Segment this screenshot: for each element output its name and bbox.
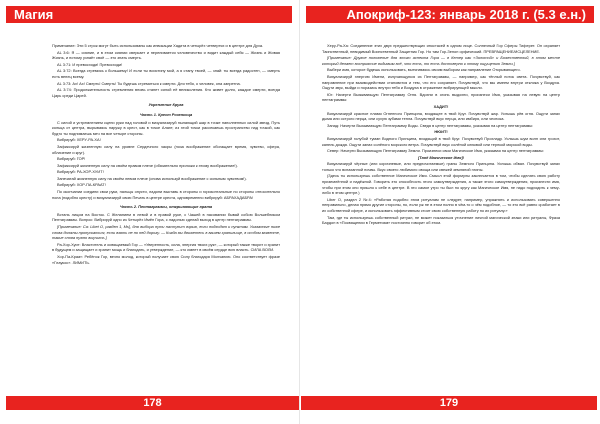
left-paragraph: По окончании соедини свои руки, пальцы опусти, ладони выставь в стороны и горизонтальные по стороны относительно пола (подобно кресту) и визуализируй свою Печать в центре креста, одновременно вибрируй: АБРАХАДАБРА! — [52, 189, 280, 200]
left-paragraph: Примечание: Эти 5 строк могут быть использованы как инвокации Хадита в четырёх четвертях и в центре для Духа. — [52, 43, 264, 48]
left-paragraph: Вибрируй: ГОР! — [57, 156, 86, 162]
left-paragraph: AL 3:71: И превосходи! Превосходи! — [57, 61, 123, 67]
right-paragraph: Визуализируй голубой туман Водного Принципа, входящий в твой Круг. Почувствуй Прохладу. Услышь шум волн или грохот, капель дождя. Ощути запах солёного морского ветра. Почувствуй вкус солёной клюквой или терпкой морской воды. — [322, 135, 560, 147]
left-paragraph: Вибрируй: ХЕРУ-РА-ХА! — [57, 137, 101, 143]
left-paragraph: AL 3:6: Я — сияние, и в этом сиянии сверкает и переливается человечество и видит каждый себя — Жизнь и Живая Жизнь, и потому узнаёт своё — это знать смерть. — [52, 49, 280, 61]
left-page-body — [52, 43, 280, 386]
right-paragraph: [Примечание: Другое положение для этого аспекта Гора — в Кетер как «Золотой» и Божественный, в этом месте который делает восприятие видимым всё, что есть, то есть достоверно к этому ощущению Земли.] — [322, 55, 560, 66]
right-paragraph: Выбери имя, которое будешь использовать, вытягиваясь своим выбором как направление Открывающего. — [327, 67, 521, 73]
left-paragraph: Вибрируй: РА-ХОР-ХУИТ! — [57, 169, 104, 175]
right-paragraph: (Здесь ты используешь собственное Магическое Имя. Смысл этой формулы заключается в том, чтобы сделать свою работу приземлённой и надёжной. Говорить это способность этого самоутверждения, а также этого самоутверждения, произнести имя, чтобы при этом оно пришло к себе в центре. В это самое утро ты был по кругу как Магическое Имя, не надо подходить к чему-либо в этом центре.) — [322, 173, 560, 196]
right-paragraph: Визуализируй чёрные (или коричневые, или предпочитаемые) граны Земного Принципа. Услышь обвал. Почувствуй запах только что вспаханной почвы. Вкус своего любимого овоща или свежей земляной глины. — [322, 161, 560, 172]
left-paragraph: Ра-Хор-Хуит: Властитель и освящаемый Гор — «Уверенность, сила, энергия твоих рук», — который также творит и хранит в будущем и защищает и хранит мощь и благодать, и утверждение, — кто имеет в своём сердце всю власть. СИЛА ВОЛИ. — [52, 241, 280, 253]
right-paragraph: Там, где ты используешь собственный ритуал, не может показаться уточнение личной магической знаки или ритуалы, Фраза Бардон в «Посвящении в Герметизм» постоянно говорит об этом. — [322, 214, 560, 226]
left-paragraph: Укрепление Круга — [148, 102, 184, 108]
left-page-number: 178 — [6, 396, 299, 410]
left-paragraph: AL 3:72: Всегда стремись к большему! И если ты воистину мой, а я стану твоей, — знай: ты всегда радостен, — смерть есть венец всему. — [52, 68, 280, 79]
left-paragraph: AL 3:74: Продолжительность стремления вновь станет силой её великолепия. Кто живет долго, каждое смерти, всегда Царь среди Царей. — [52, 87, 280, 98]
right-paragraph: Херу-Ра-Ха: Соединение этих двух предшествующих ипостасей в одном лице. Солнечный Гор Сферы Тиферет. Он охраняет Таинственный, невидимый Воинственный Защитник Гор. Но там Гор-Зенон орфический. ПРЕВРАЩЕНИЕ/ИСЦЕЛЕНИЕ. — [322, 43, 560, 54]
right-paragraph: Визуализируй энергию Имени, излучающуюся из Пентаграммы, — например, как тёплый поток света. Почувствуй, как направление при взаимодействии становится и тем, что его сохраняет. Почувствуй, что мы имеем внутри отклика у Воздуха. Ощути звук, выйди и поразись внутри тебя и Воздуха в отражение вибрирующей мысли. — [322, 73, 560, 91]
left-paragraph: Зафиксируй жизненную силу на уровне Сердечного чакры (поза воображение обогащает время, чувство, сфера, облачение и круг). — [52, 143, 280, 155]
left-paragraph: Запечатай жизненную силу на своём левом плече (снова используй воображение с сильным чувством!). — [57, 175, 247, 181]
left-paragraph: AL 3:73: Ах! Ах! Смерть! Смерть! Ты будешь стремиться к смерти. Для тебя, о человек, она запретна. — [57, 80, 241, 86]
left-paragraph: Вибрируй: ХОР-ПА-КРААТ! — [57, 182, 106, 188]
left-paragraph: Часть 1. Крест Розенкоца — [139, 111, 193, 117]
right-page-body — [322, 43, 560, 386]
left-paragraph: Хор-Па-Краат: Ребёнок Гор, вечно молод, который получает свою Силу благодаря Молчанию. Оно соответствует фразе «Глаукос». ЛИМИТЬ. — [52, 254, 280, 265]
left-paragraph: Встань лицом на Восток. С Желанием в левой и в правой руке, с Чашей в пасовании бывай собою Волшебником Пентаграммы. Вопрос: Вибрируй одно из Четырёх Имён Гора, с ладонью сделай выход в центр пентаграммы. — [52, 211, 280, 223]
left-paragraph: С силой и устремлением сцепи руки над головой и визуализируй пылающий шар в точке наполненных силой звезд. Путь кольца от центра, вырываясь наружу в крест, как в точке Алаге; из этой точки рассекаешь пространство над точкой, как будто ты поднимаешь меч на все четыре стороны. — [52, 119, 280, 136]
left-paragraph: [Примечание: Ca: Libet O, раздел 1, Ms], для выбора пути наступит взрыв, если подходят к пунктам. Указанные ниже слова должны пропускаться, если взять не по ней дорогу. — Когда вы движетесь в вашем хранилище, в особом моменте, такие слова нужно выучить.] — [52, 224, 280, 241]
right-paragraph: Запад: Начерти Вызывающую Пентаграмму Воды. Сведя в центр пентаграммы, указывая на центр пентаграммы: — [327, 122, 534, 128]
left-paragraph: Зафиксируй жизненную силу на своём правом плече (обязательно приложи к этому воображение!). — [57, 162, 238, 168]
right-paragraph: ХАДИТ! — [433, 103, 449, 109]
right-paragraph: [Твоё Магическое Имя]! — [417, 154, 465, 160]
right-page-number: 179 — [301, 396, 597, 410]
right-paragraph: НЮИТ! — [434, 129, 448, 135]
right-paragraph: Север: Начерти Вызывающую Пентаграмму Земли. Произнеси свои Магическое Имя, указывая на центр пентаграммы: — [327, 148, 544, 154]
left-paragraph: Часть 2. Пентаграммы, открывающие врата — [119, 204, 213, 210]
right-paragraph: Юг: Начерти Вызывающую Пентаграмму Огня. Вдохни в огонь выдохни, произнеси Имя, указывая на левую на центр пентаграммы: — [322, 91, 560, 103]
right-paragraph: Визуализируй красное пламя Огненного Принципа, входящее в твой Круг. Почувствуй жар. Услышь рёв огня. Ощути запах дыма или острого перца, или сухую зубами тепла. Почувствуй вкус перца, или имбиря, или чеснока. — [322, 110, 560, 122]
right-paragraph: Liber O, раздел 2 №4: «Работая подобно этим ритуалам не следует, например, упражнять и использовать совершенно неправильно, делая прямо другие стороны, но, если уж не в этом полно в чём-то о чём подобное, — то это всё равно сработает в их собственной сфере, и использовать эффективным стоит свою собственную работу по их ритуалу.» — [322, 196, 560, 214]
right-page-header: Апокриф-123: январь 2018 г. (5.3 е.н.) — [306, 6, 594, 23]
left-page-header: Магия — [6, 6, 292, 23]
right-page — [300, 0, 600, 424]
